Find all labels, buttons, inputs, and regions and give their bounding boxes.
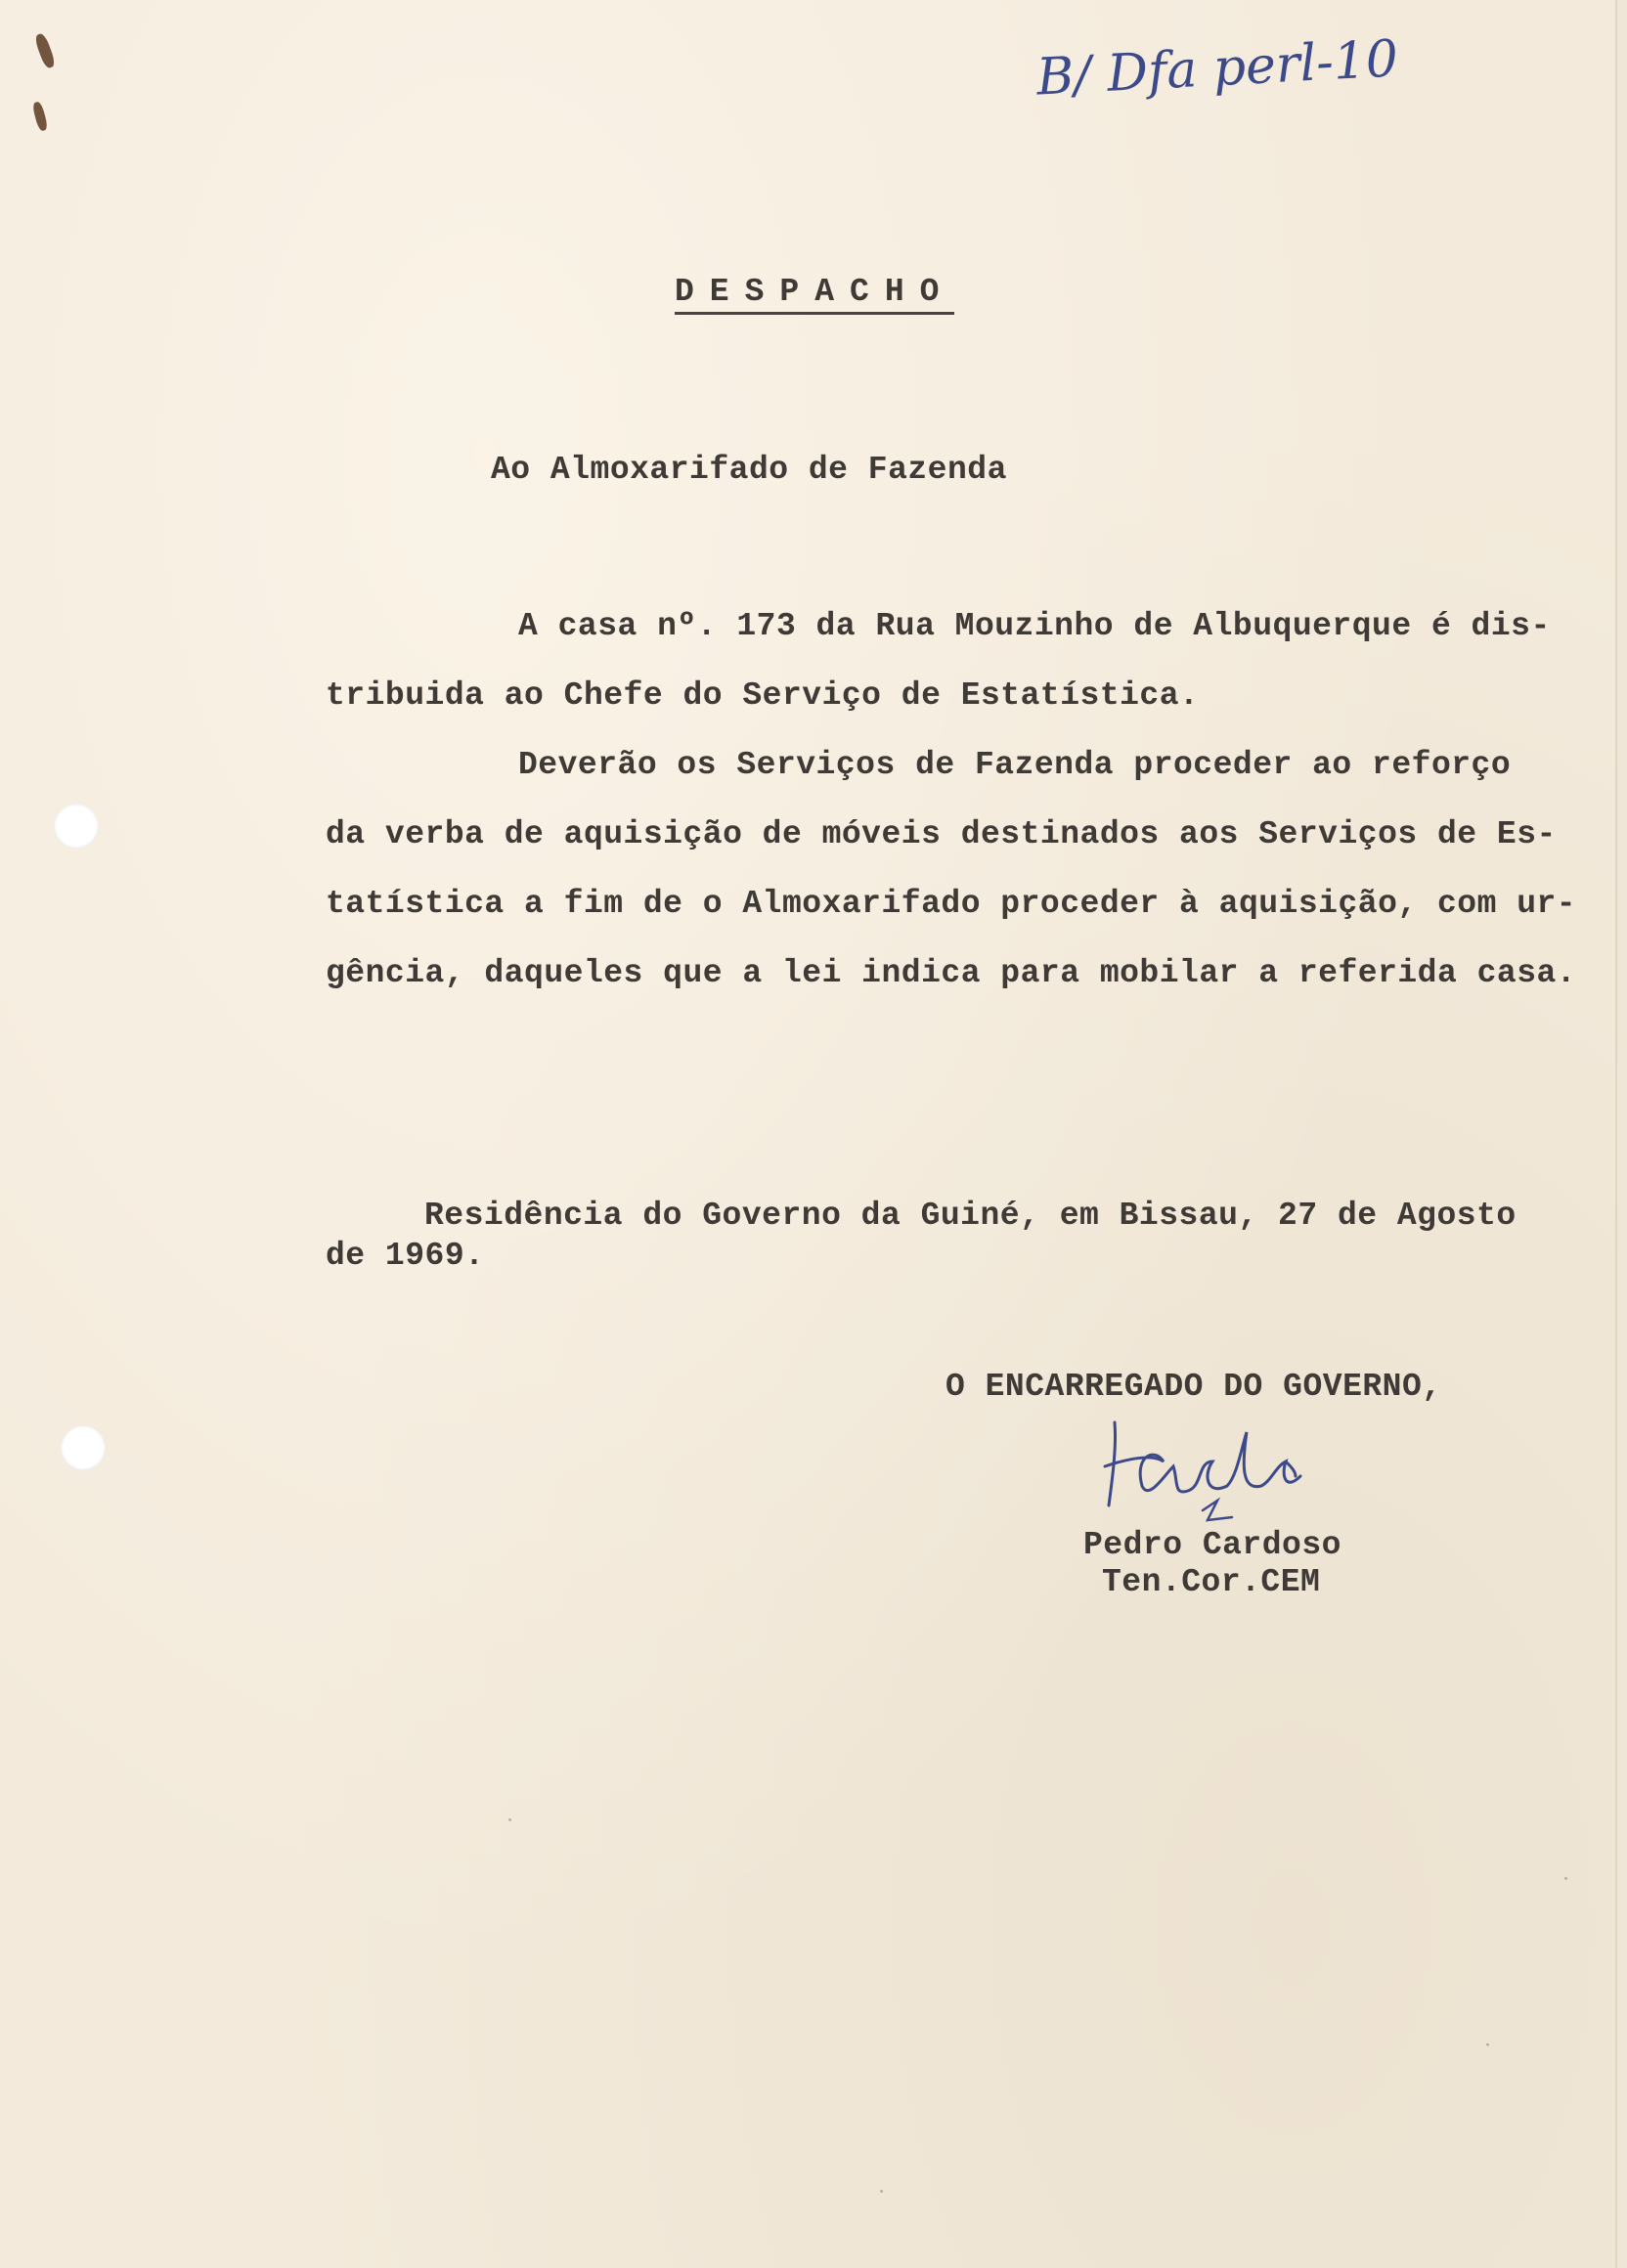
punch-hole-lower	[61, 1425, 106, 1470]
signatory-role: O ENCARREGADO DO GOVERNO,	[945, 1369, 1442, 1405]
place-date-line1: Residência do Governo da Guiné, em Bissau, 27 de Agosto	[424, 1198, 1517, 1234]
paragraph1-line1: A casa nº. 173 da Rua Mouzinho de Albuquerque é dis-	[518, 608, 1551, 644]
paragraph2-line2: da verba de aquisição de móveis destinados aos Serviços de Es-	[326, 816, 1557, 852]
paper-speck	[1486, 2043, 1489, 2046]
paper-speck	[880, 2190, 883, 2193]
paragraph2-line3: tatística a fim de o Almoxarifado proceder à aquisição, com ur-	[326, 886, 1577, 922]
handwritten-signature	[1095, 1408, 1330, 1525]
place-date-line2: de 1969.	[326, 1238, 485, 1274]
paragraph2-line1: Deverão os Serviços de Fazenda proceder ao reforço	[518, 747, 1512, 783]
paragraph1-line2: tribuida ao Chefe do Serviço de Estatística.	[326, 677, 1200, 714]
addressee-line: Ao Almoxarifado de Fazenda	[491, 452, 1007, 488]
paragraph2-line4: gência, daqueles que a lei indica para mobilar a referida casa.	[326, 955, 1577, 991]
paper-speck	[508, 1818, 511, 1821]
rust-stain-bottom	[31, 101, 48, 132]
rust-stain-top	[33, 32, 57, 69]
paper-speck	[1564, 1877, 1567, 1880]
signatory-rank: Ten.Cor.CEM	[1102, 1564, 1321, 1600]
document-title: DESPACHO	[675, 274, 954, 315]
handwritten-annotation: B/ Dfa perl-10	[1034, 29, 1400, 108]
signatory-name: Pedro Cardoso	[1083, 1527, 1341, 1563]
punch-hole-upper	[54, 804, 99, 849]
